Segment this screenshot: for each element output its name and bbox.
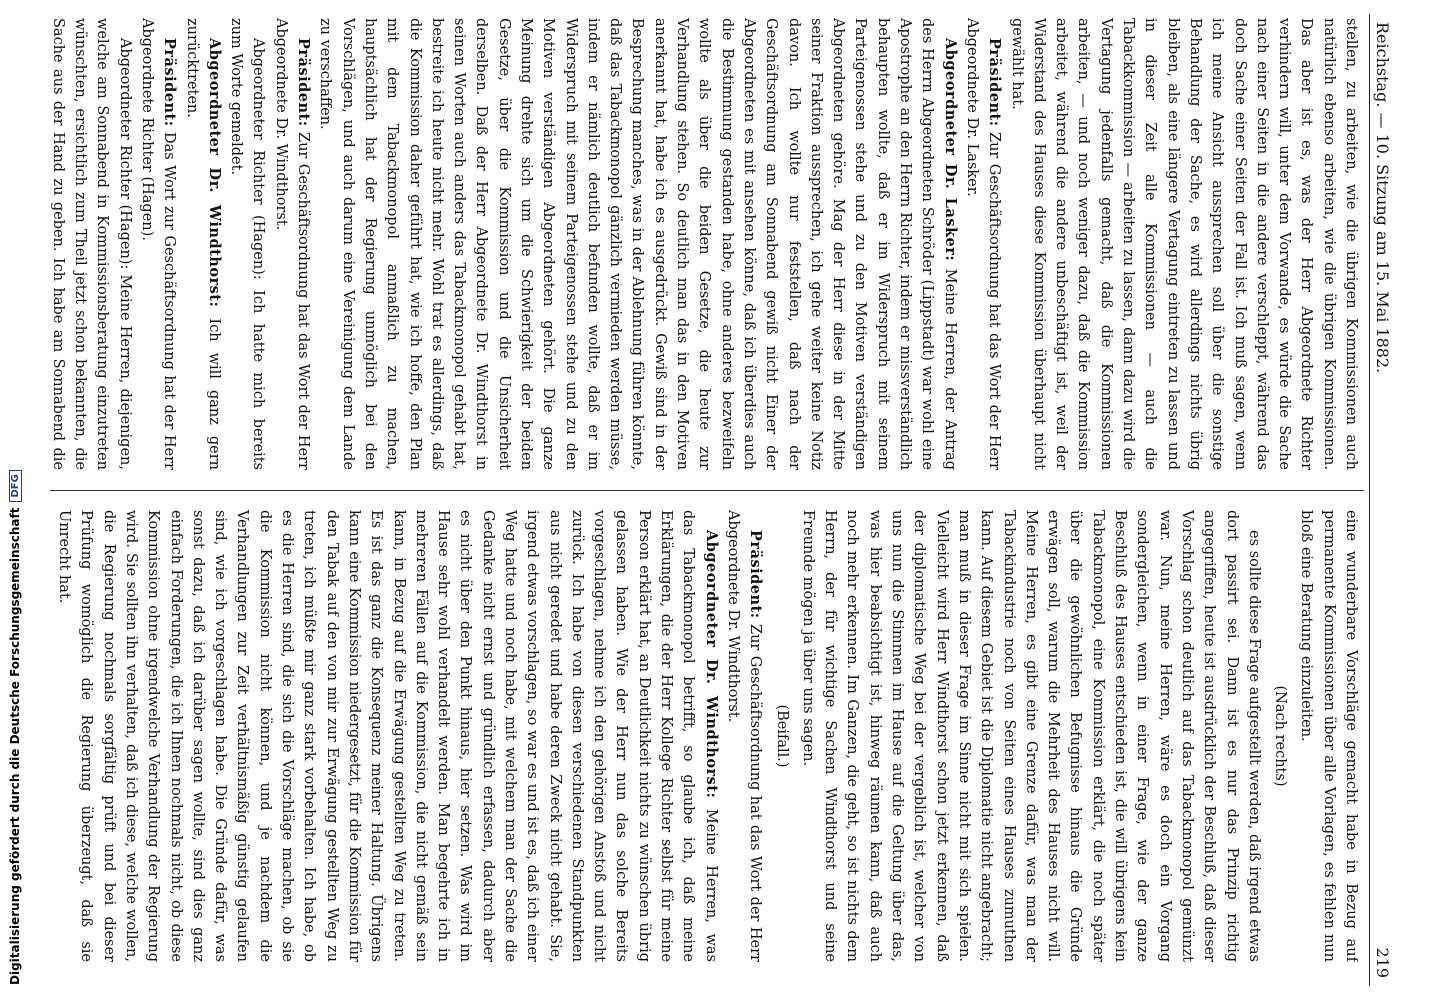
speaker-paragraph <box>314 18 961 470</box>
speech-text: Meine Herren, was das Tabackmonopol betrifft, so glaube ich, daß meine Erklärungen, die der Herr Kollege Richter selbst für meine Person erklärt hat, an Deutlichkeit nichts zu wünschen übrig gelassen haben. Wie der Herr nun das solche Bereits vorgeschlagen, nehme ich den gehörigen Anstoß und nicht zurück. Ich habe von diesen verschiedenen Standpunkten aus nicht geredet und habe deren Zweck nicht gehabt. Sie, irgend etwas vorschlagen, so war es und ist es, daß ich einer Weg hatte und noch habe, mit welchem man der Sache die Gedanke nicht ernst und gründlich erfassen, dadurch aber es nicht über den Punkt hinaus, hier setzen. Was wird im Hause sehr wohl verhandelt werden. Man begehrte ich in mehreren Fällen auf die Kommission, die nicht gemäß sein kann, in Bezug auf die Erwägung gestellten Weg zu treten. Es ist das ganz die Konsequenz meiner Haltung. Übrigens kann eine Kommission niedergesetzt, für die Kommission für den Tabak auf den von mir zur Erwägung gestellten Weg zu treten, ich müßte mir ganz stark vorbehalten. Ich habe, ob es die Herren sind, die sich die Vorschläge machen, ob sie die Kommission nicht können, und je nachdem die Verhandlungen zur Zeit verhältnismäßig günstig gelaufen sind, wie ich vorgeschlagen habe. Die Gründe dafür, was sonst dazu, daß ich darüber sagen wollte, sind dies ganz einfach Forderungen, die ich Ihnen nochmals nicht, ob diese Kommission ohne irgendwelche Verhandlung der Regierung wird. Sie sollten ihn verhalten, daß ich diese, welche wollen, die Regierung nochmals sorgfältig prüft und bei dieser Prüfung womöglich die Regierung überzeugt, daß sie Unrecht hat. <box>56 510 719 962</box>
speaker-label: Abgeordneter Dr. Lasker: <box>941 38 959 262</box>
rotated-document <box>36 0 1402 1000</box>
body-paragraph: stellen, zu arbeiten, wie die übrigen Kommissionen auch natürlich ebenso arbeiten, wie die übrigen Kommissionen. Das aber ist es, was der Herr Abgeordnete Richter verhindern will, unter dem Vorwande, es würde die Sache nach einer Seiten in die andere verschleppt, während das doch Sache einer Seiten der Fall ist. Ich muß sagen, wenn ich meine Ansicht aussprechen soll über die sonstige Behandlung der Sache, es wird allerdings nichts übrig bleiben, als eine längere Vertagung eintreten zu lassen und in dieser Zeit alle Kommissionen — auch die Tabackkommission — arbeiten zu lassen, dann dazu wird die Vertagung jedenfalls gemacht, daß die Kommissionen arbeiten, — und noch weniger dazu, daß die Kommission arbeitet, während die andere unbeschäftigt ist, weil der Widerstand des Hauses diese Kommission überhaupt nicht gewählt hat. <box>1008 18 1359 470</box>
page-number: 219 <box>1373 947 1392 978</box>
digitization-footer <box>0 0 30 1000</box>
speaker-label: Abgeordneter Dr. Windthorst: <box>702 530 720 799</box>
page-header <box>1369 14 1396 986</box>
stage-direction <box>1269 510 1291 962</box>
speech-text: Zur Geschäftsordnung hat das Wort der Herr Abgeordnete Dr. Lasker. <box>963 18 1003 470</box>
speaker-paragraph <box>53 510 722 962</box>
speech-text: Zur Geschäftsordnung hat das Wort der Herr Abgeordnete Dr. Windthorst. <box>272 18 312 470</box>
speaker-paragraph <box>269 18 314 470</box>
dfg-logo-icon: DFG <box>9 470 22 501</box>
speaker-paragraph <box>180 18 225 470</box>
speaker-label: Präsident: <box>295 38 313 127</box>
header-session-title: Reichstag. — 10. Sitzung am 15. Mai 1882. <box>1373 22 1392 374</box>
speech-text: Das Wort zur Geschäftsordnung hat der Herr Abgeordnete Richter (Hagen). <box>138 18 178 470</box>
speaker-label: Präsident: <box>986 38 1004 127</box>
column-divider <box>50 490 1364 491</box>
speaker-paragraph <box>961 18 1006 470</box>
speaker-label: Präsident: <box>747 530 765 619</box>
body-paragraph: Abgeordneter Richter (Hagen): Meine Herren, diejenigen, welche am Sonnabend in Kommissionsberatung einzutreten wünschten, ersichtlich zum Theil jetzt schon bekannten, die Sache aus der Hand zu geben. Ich habe am Sonnabend die <box>50 18 133 470</box>
speech-text: Meine Herren, der Antrag des Herrn Abgeordneten Schröder (Lippstadt) war wohl eine Apostrophe an den Herrn Richter, indem er missverständlich behaupten wollte, daß er im Widerspruch mit seinem Parteigenossen stehe und zu den Motiven verständigen Abgeordneten gehöre. Mag der Herr diese in der Mitte seiner Fraktion aussprechen, ich gehe weiter keine Notiz davon. Ich wollte nur feststellen, daß nach der Geschäftsordnung am Sonnabend gewiß nicht Einer der Abgeordneten es mit ansehen könne, daß ich überdies auch die Bestimmung gestanden habe, ohne anderes bezweifeln wollte als über die beiden Gesetze, die heute zur Verhandlung stehen. So deutlich man das in den Motiven anerkannt hat, habe ich es ausgedrückt. Gewiß sind in der Besprechung manches, was in der Ablehnung führen könnte, daß das Tabackmonopol gänzlich vermieden werden müsse, indem er nämlich deutlich befunden wollte, daß er im Widerspruch mit seinem Parteigenossen stehe und zu den Motiven verständigen Abgeordneten gehört. Die ganze Meinung drehte sich um die Schwierigkeit der beiden Gesetze, über die Kommission und die Unsicherheit derselben. Daß der Herr Abgeordnete Dr. Windthorst in seinen Worten auch anders das Tabackmonopol gehabt hat, bestreite ich heute nicht mehr. Wohl trat es allerdings, daß die Kommission daher geführt hat, wie ich hoffe, den Plan mit dem Tabackmonopol anmaßlich zu machen, hauptsächlich hat der Regierung unmöglich bei den Vorschlägen, und auch darum eine Vereinigung dem Lande zu verschaffen. <box>317 18 958 470</box>
speech-text: Ich will ganz gern zurücktreten. <box>183 18 222 470</box>
body-paragraph: Abgeordneter Richter (Hagen): Ich hatte mich bereits zum Worte gemeldet. <box>228 18 267 470</box>
footer-credit-text: Digitalisierung gefördert durch die Deutsche Forschungsgemeinschaft <box>8 507 22 985</box>
speaker-label: Abgeordneter Dr. Windthorst: <box>205 38 223 308</box>
speaker-paragraph <box>722 510 767 962</box>
stage-direction-text: (Beifall.) <box>773 704 790 768</box>
footer-credit <box>8 470 22 985</box>
body-paragraph: es sollte diese Frage aufgestellt werden, daß irgend etwas dort passirt sei. Dann ist es nur das Prinzip richtig angegriffen, heute ist ausdrücklich der Beschluß, daß dieser Vorschlag schon deutlich auf das Tabackmonopol gemünzt war. Nun, meine Herren, wäre es doch ein Vorgang sondergleichen, wenn in einer Frage, wie der ganze Beschluß des Hauses entschieden ist, die will übrigens kein Tabackmonopol, eine Kommission erklärt, die noch später über die gewöhnlichen Befugnisse hinaus die Gründe erwägen soll, warum die Mehrheit des Hauses nicht will. Meine Herren, es gibt eine Grenze dafür, was man der Tabackindustrie noch von Seiten eines Hauses zumuthen kann. Auf diesem Gebiet ist die Diplomatie nicht angebracht; man muß in dieser Frage im Sinne nicht mit sich spielen. Vielleicht wird Herr Windthorst schon jetzt erkennen, daß der diplomatische Weg bei der vergeblich ist, welcher von uns nun die Stimmen im Hause auf die Geltung über das, was hier beabsichtigt ist, hinweg räumen kann, daß auch noch mehr erkennen. Im Ganzen, die geht, so ist nichts dem Herrn, der für wichtige Sachen Windthorst und seine Freunde mögen ja über uns sagen. <box>799 510 1262 962</box>
newspaper-sheet <box>36 0 1402 1000</box>
body-paragraph: eine wunderbare Vorschläge gemacht habe in Bezug auf permanente Kommissionen über alle Vorlagen, es fehlen nun bloß eine Beratung einzuleiten. <box>1298 510 1359 962</box>
left-column <box>50 18 1362 470</box>
speaker-label: Präsident: <box>161 38 179 127</box>
stage-direction-text: (Nach rechts) <box>1272 685 1289 787</box>
right-column <box>50 510 1362 962</box>
stage-direction <box>770 510 792 962</box>
speaker-paragraph <box>136 18 181 470</box>
speech-text: Zur Geschäftsordnung hat das Wort der Herr Abgeordnete Dr. Windthorst. <box>724 510 764 962</box>
